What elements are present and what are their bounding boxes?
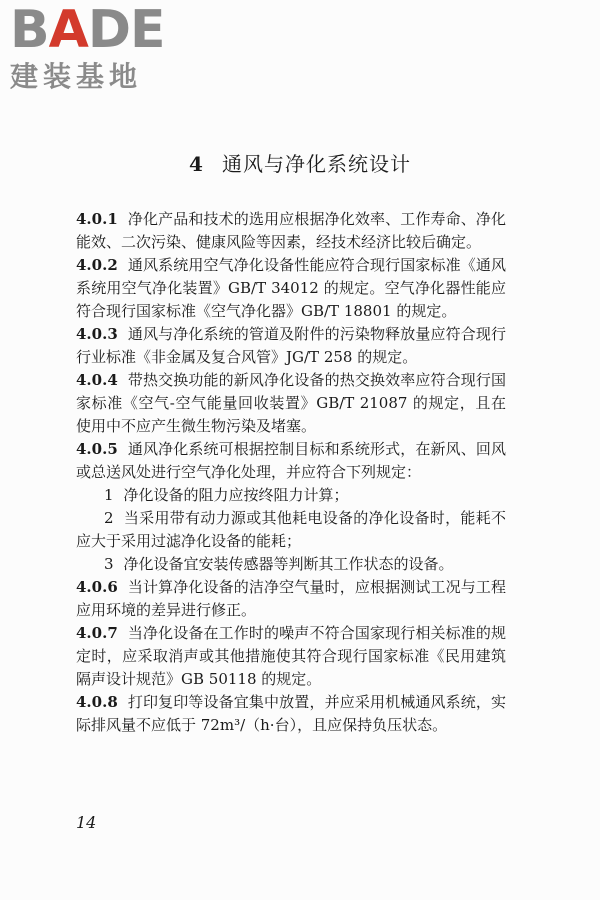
clause-text: 净化产品和技术的选用应根据净化效率、工作寿命、净化能效、二次污染、健康风险等因素，经技术经济比较后确定。 xyxy=(76,210,506,251)
clause-item xyxy=(76,484,506,507)
logo-mark-de: DE xyxy=(87,0,165,60)
clause xyxy=(76,208,506,254)
clause-number: 4.0.1 xyxy=(76,210,118,228)
item-number: 3 xyxy=(104,555,114,573)
clause xyxy=(76,369,506,438)
clause xyxy=(76,438,506,484)
clause-number: 4.0.6 xyxy=(76,578,118,596)
clause xyxy=(76,576,506,622)
clause-list xyxy=(76,208,506,737)
page-number: 14 xyxy=(76,813,97,832)
clause-item xyxy=(76,507,506,553)
clause-text: 带热交换功能的新风净化设备的热交换效率应符合现行国家标准《空气-空气能量回收装置》GB/T 21087 的规定，且在使用中不应产生微生物污染及堵塞。 xyxy=(76,371,506,435)
clause-text: 通风与净化系统的管道及附件的污染物释放量应符合现行行业标准《非金属及复合风管》JG/T 258 的规定。 xyxy=(76,325,506,366)
clause-text: 当净化设备在工作时的噪声不符合国家现行相关标准的规定时，应采取消声或其他措施使其符合现行国家标准《民用建筑隔声设计规范》GB 50118 的规定。 xyxy=(76,624,506,688)
clause xyxy=(76,323,506,369)
clause-number: 4.0.2 xyxy=(76,256,118,274)
bade-logo xyxy=(10,0,185,96)
clause-item xyxy=(76,553,506,576)
item-number: 2 xyxy=(104,509,114,527)
item-text: 当采用带有动力源或其他耗电设备的净化设备时，能耗不应大于采用过滤净化设备的能耗； xyxy=(76,509,506,550)
clause-number: 4.0.8 xyxy=(76,693,118,711)
clause-number: 4.0.7 xyxy=(76,624,118,642)
item-text: 净化设备的阻力应按终阻力计算； xyxy=(123,486,349,504)
logo-subtitle: 建装基地 xyxy=(10,60,143,93)
logo-mark xyxy=(10,0,185,60)
clause-text: 通风系统用空气净化设备性能应符合现行国家标准《通风系统用空气净化装置》GB/T 34012 的规定。空气净化器性能应符合现行国家标准《空气净化器》GB/T 18801 的规定。 xyxy=(76,256,506,320)
item-text: 净化设备宜安装传感器等判断其工作状态的设备。 xyxy=(123,555,454,573)
chapter-number: 4 xyxy=(189,152,204,176)
clause-number: 4.0.3 xyxy=(76,325,118,343)
logo-mark-b: B xyxy=(10,0,49,60)
clause-text: 通风净化系统可根据控制目标和系统形式，在新风、回风或总送风处进行空气净化处理，并应符合下列规定： xyxy=(76,440,506,481)
clause-number: 4.0.4 xyxy=(76,371,118,389)
logo-mark-a: A xyxy=(48,0,88,60)
clause-text: 当计算净化设备的洁净空气量时，应根据测试工况与工程应用环境的差异进行修正。 xyxy=(76,578,506,619)
chapter-title-text: 通风与净化系统设计 xyxy=(221,152,411,176)
clause-text: 打印复印等设备宜集中放置，并应采用机械通风系统，实际排风量不应低于 72m³/（h·台），且应保持负压状态。 xyxy=(76,693,506,734)
chapter-title xyxy=(0,150,600,178)
clause-number: 4.0.5 xyxy=(76,440,118,458)
item-number: 1 xyxy=(104,486,114,504)
clause xyxy=(76,254,506,323)
clause xyxy=(76,622,506,691)
clause xyxy=(76,691,506,737)
